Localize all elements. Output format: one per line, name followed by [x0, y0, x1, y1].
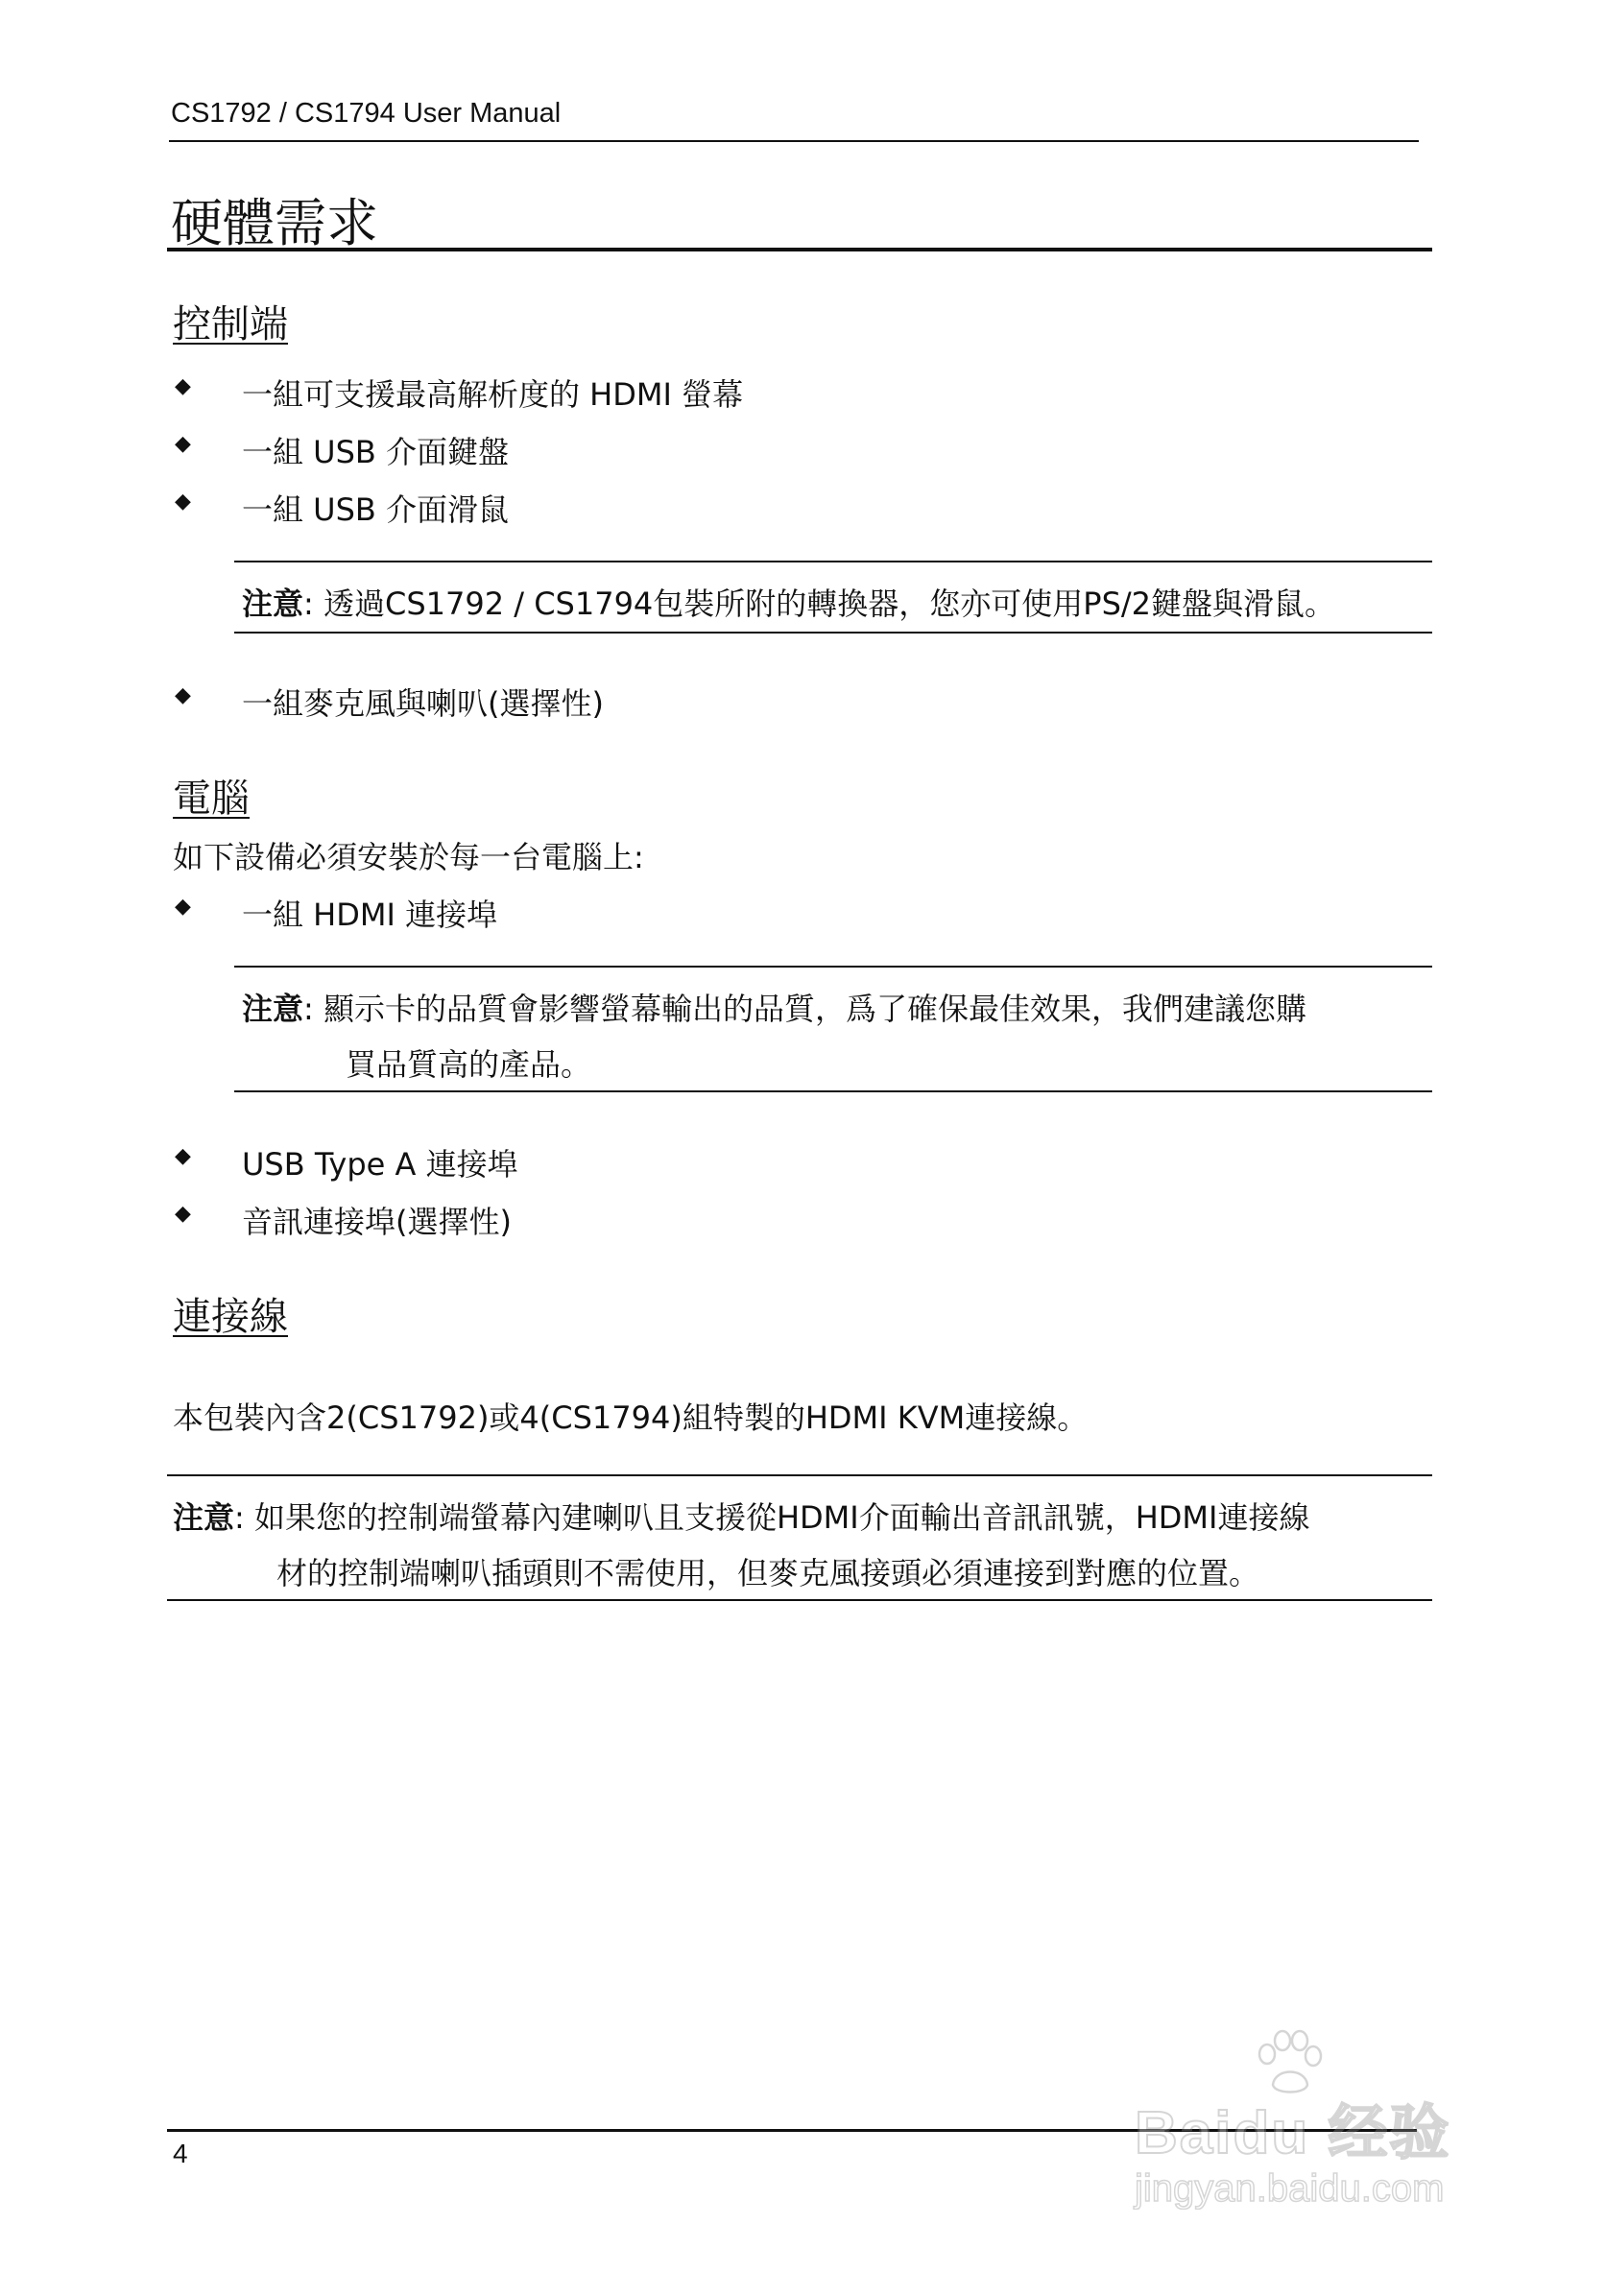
list-item-text: 一組 USB 介面滑鼠 — [242, 491, 510, 528]
page-number: 4 — [173, 2139, 188, 2168]
diamond-bullet-icon: ◆ — [175, 490, 191, 514]
diamond-bullet-icon: ◆ — [175, 1144, 191, 1168]
note-line-continued: 材的控制端喇叭插頭則不需使用，但麥克風接頭必須連接到對應的位置。 — [276, 1555, 1260, 1591]
note-box-console — [234, 561, 1432, 634]
list-item-text: 一組麥克風與喇叭(選擇性) — [242, 685, 604, 722]
list-item-text: 一組 USB 介面鍵盤 — [242, 434, 510, 470]
title-rule — [167, 248, 1432, 251]
computer-intro: 如下設備必須安裝於每一台電腦上: — [173, 839, 644, 875]
list-item-text: USB Type A 連接埠 — [242, 1146, 518, 1183]
watermark-brand: Baidu 经验 — [1135, 2100, 1451, 2166]
note-label: 注意 — [242, 991, 304, 1027]
section-heading-cables: 連接線 — [173, 1295, 288, 1339]
diamond-bullet-icon: ◆ — [175, 432, 191, 456]
list-item-text: 一組 HDMI 連接埠 — [242, 897, 498, 933]
note-line — [242, 985, 1306, 1029]
note-box-computer — [234, 966, 1432, 1092]
diamond-bullet-icon: ◆ — [175, 683, 191, 707]
cables-text: 本包裝內含2(CS1792)或4(CS1794)組特製的HDMI KVM連接線。 — [173, 1399, 1089, 1436]
section-heading-console: 控制端 — [173, 302, 288, 347]
diamond-bullet-icon: ◆ — [175, 374, 191, 398]
baidu-watermark — [1129, 2027, 1505, 2219]
page-title: 硬體需求 — [171, 193, 378, 253]
note-text: : 如果您的控制端螢幕內建喇叭且支援從HDMI介面輸出音訊訊號，HDMI連接線 — [234, 1499, 1310, 1536]
header-rule — [169, 140, 1419, 142]
list-item-text: 一組可支援最高解析度的 HDMI 螢幕 — [242, 376, 744, 413]
note-line — [242, 580, 1335, 624]
note-label: 注意 — [242, 586, 304, 622]
watermark-url: jingyan.baidu.com — [1135, 2167, 1445, 2210]
running-header: CS1792 / CS1794 User Manual — [171, 98, 562, 129]
diamond-bullet-icon: ◆ — [175, 895, 191, 919]
diamond-bullet-icon: ◆ — [175, 1202, 191, 1226]
note-line-continued: 買品質高的產品。 — [346, 1046, 592, 1083]
note-text: : 顯示卡的品質會影響螢幕輸出的品質，爲了確保最佳效果，我們建議您購 — [303, 991, 1306, 1027]
note-text: : 透過CS1792 / CS1794包裝所附的轉換器，您亦可使用PS/2鍵盤與滑鼠。 — [303, 586, 1336, 622]
note-label: 注意 — [173, 1499, 235, 1536]
list-item-text: 音訊連接埠(選擇性) — [242, 1204, 512, 1240]
section-heading-computer: 電腦 — [173, 777, 250, 821]
note-line — [173, 1494, 1309, 1538]
note-box-cables — [167, 1474, 1432, 1601]
